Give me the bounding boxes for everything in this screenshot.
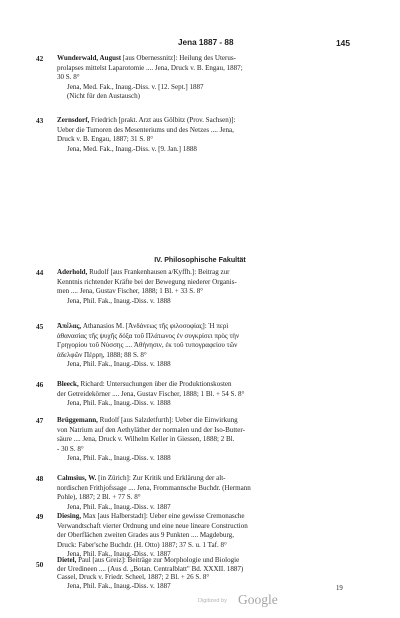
entry-text: der Getreidekörner .... Jena, Gustav Fischer, 1888; 1 Bl. + 54 S. 8° xyxy=(57,389,245,398)
entry-number: 44 xyxy=(36,268,44,277)
entry-author: Bleeck, xyxy=(57,380,79,388)
watermark-caption: Digitized by xyxy=(198,598,227,604)
entry-author: Ἀπέλας, xyxy=(57,322,82,330)
entry-text: men .... Jena, Gustav Fischer, 1888; 1 Bl. + 33 S. 8° xyxy=(57,287,204,295)
entry-diss-note: Jena, Med. Fak., Inaug.-Diss. v. [12. Sept.] 1887 xyxy=(67,82,204,91)
entry-author: Dietel, xyxy=(57,556,77,564)
entry-number: 50 xyxy=(36,560,44,569)
entry-text: Γρηγορίου τοῦ Νύσσης .... Ἀθήνησιν, ἐκ τοῦ τυπογραφείου τῶν xyxy=(57,341,238,349)
entry-text: Athanasios M. [Ἀνδάνεως τῆς φιλοσοφίας]: Ἡ περὶ xyxy=(81,322,229,330)
entry-text: Rudolf [aus Frankenhausen a/Kyffh.]: Beitrag zur xyxy=(87,268,230,276)
entry-text: Paul [aus Greiz]: Beiträge zur Morphologie und Biologie xyxy=(76,556,240,564)
entry-diss-note: Jena, Med. Fak., Inaug.-Diss. v. [9. Jan.] 1888 xyxy=(67,144,197,153)
entry-text: - 30 S. 8° xyxy=(57,444,84,453)
entry-text: säure .... Jena, Druck v. Wilhelm Keller in Giessen, 1888; 2 Bl. xyxy=(57,435,235,443)
section-heading: IV. Philosophische Fakultät xyxy=(154,256,246,264)
entry-number: 47 xyxy=(36,416,44,425)
entry-text: [in Zürich]: Zur Kritik und Erklärung der alt- xyxy=(96,474,226,482)
entry-diss-note: Jena, Phil. Fak., Inaug.-Diss. v. 1887 xyxy=(67,550,171,558)
entry-diss-note: Jena, Phil. Fak., Inaug.-Diss. v. 1888 xyxy=(67,296,171,305)
entry-text: Ueber die Tumoren des Mesenteriums und des Netzes .... Jena, xyxy=(57,125,234,134)
entry-text: Friedrich [prakt. Arzt aus Gölbitz (Prov. Sachsen)]: xyxy=(89,116,236,124)
entry-text: Pohle), 1887; 2 Bl. + 77 S. 8° xyxy=(57,493,141,501)
google-logo: Google xyxy=(238,592,278,607)
entry-author: Brüggemann, xyxy=(57,416,98,424)
entry-diss-note: (Nicht für den Austausch) xyxy=(67,92,140,100)
entry-text: nordischen Frithjofssage .... Jena, Frommannsche Buchdr. (Hermann xyxy=(57,483,251,492)
entry-text: Cassel, Druck v. Friedr. Scheel, 1887; 2 Bl. + 26 S. 8° xyxy=(57,573,210,581)
entry-diss-note: Jena, Phil. Fak., Inaug.-Diss. v. 1887 xyxy=(67,581,171,590)
entry-text: Max [aus Halberstadt]: Ueber eine gewisse Cremonasche xyxy=(81,512,245,520)
entry-text: Kenntnis richtender Kräfte bei der Bewegung niederer Organis- xyxy=(57,277,237,286)
digitization-watermark xyxy=(0,594,400,610)
entry-text: ἀθανασίας τῆς ψυχῆς δόξα τοῦ Πλάτωνος ἐν συγκρίσει πρὸς τὴν xyxy=(57,331,240,340)
entry-number: 49 xyxy=(36,512,44,521)
entry-text: der Uredineen .... (Aus d. „Botan. Centralblatt" Bd. XXXII. 1887) xyxy=(57,564,244,573)
entry-text: Rudolf [aus Salzdetfurth]: Ueber die Einwirkung xyxy=(97,416,238,424)
entry-text: der Oberflächen zweiten Grades aus 9 Punkten .... Magdeburg, xyxy=(57,531,234,539)
entry-number: 45 xyxy=(36,322,44,331)
entry-text: Verwandtschaft vierter Ordnung und eine neue lineare Construction xyxy=(57,521,248,530)
page-number: 145 xyxy=(336,38,350,48)
entry-text: von Natrium auf den Aethyläther der normalen und der Iso-Butter- xyxy=(57,425,245,434)
entry-author: Aderhold, xyxy=(57,268,88,276)
entry-number: 46 xyxy=(36,380,44,389)
entry-diss-note: Jena, Phil. Fak., Inaug.-Diss. v. 1888 xyxy=(67,454,171,462)
entry-text: prolapses mittelst Laparotomie .... Jena, Druck v. B. Engau, 1887; xyxy=(57,63,243,72)
entry-text: Druck: Faber'sche Buchdr. (H. Otto) 1887; 37 S. u. 1 Taf. 8° xyxy=(57,540,227,549)
entry-text: Druck v. B. Engau, 1887; 31 S. 8° xyxy=(57,135,154,143)
entry-author: Wunderwald, August xyxy=(57,54,122,62)
running-head: Jena 1887 - 88 xyxy=(178,38,234,47)
entry-author: Zernsdorf, xyxy=(57,116,90,124)
entry-author: Calmsius, W. xyxy=(57,474,97,482)
entry-text: 30 S. 8° xyxy=(57,73,80,81)
entry-text: [aus Obernessnitz]: Heilung des Uterus- xyxy=(121,54,236,62)
entry-text: Richard: Untersuchungen über die Produktionskosten xyxy=(78,380,232,388)
entry-diss-note: Jena, Phil. Fak., Inaug.-Diss. v. 1888 xyxy=(67,399,171,407)
page-header xyxy=(0,38,400,50)
entry-diss-note: Jena, Phil. Fak., Inaug.-Diss. v. 1888 xyxy=(67,360,171,368)
entry-diss-note: Jena, Phil. Fak., Inaug.-Diss. v. 1887 xyxy=(67,502,171,511)
entry-text: ἀδελφῶν Πέρρη, 1888; 88 S. 8° xyxy=(57,350,147,359)
entry-author: Diesing, xyxy=(57,512,82,520)
entry-number: 42 xyxy=(36,54,44,63)
entry-number: 43 xyxy=(36,116,44,125)
entry-number: 48 xyxy=(36,474,44,483)
printer-signature: 19 xyxy=(336,585,343,592)
